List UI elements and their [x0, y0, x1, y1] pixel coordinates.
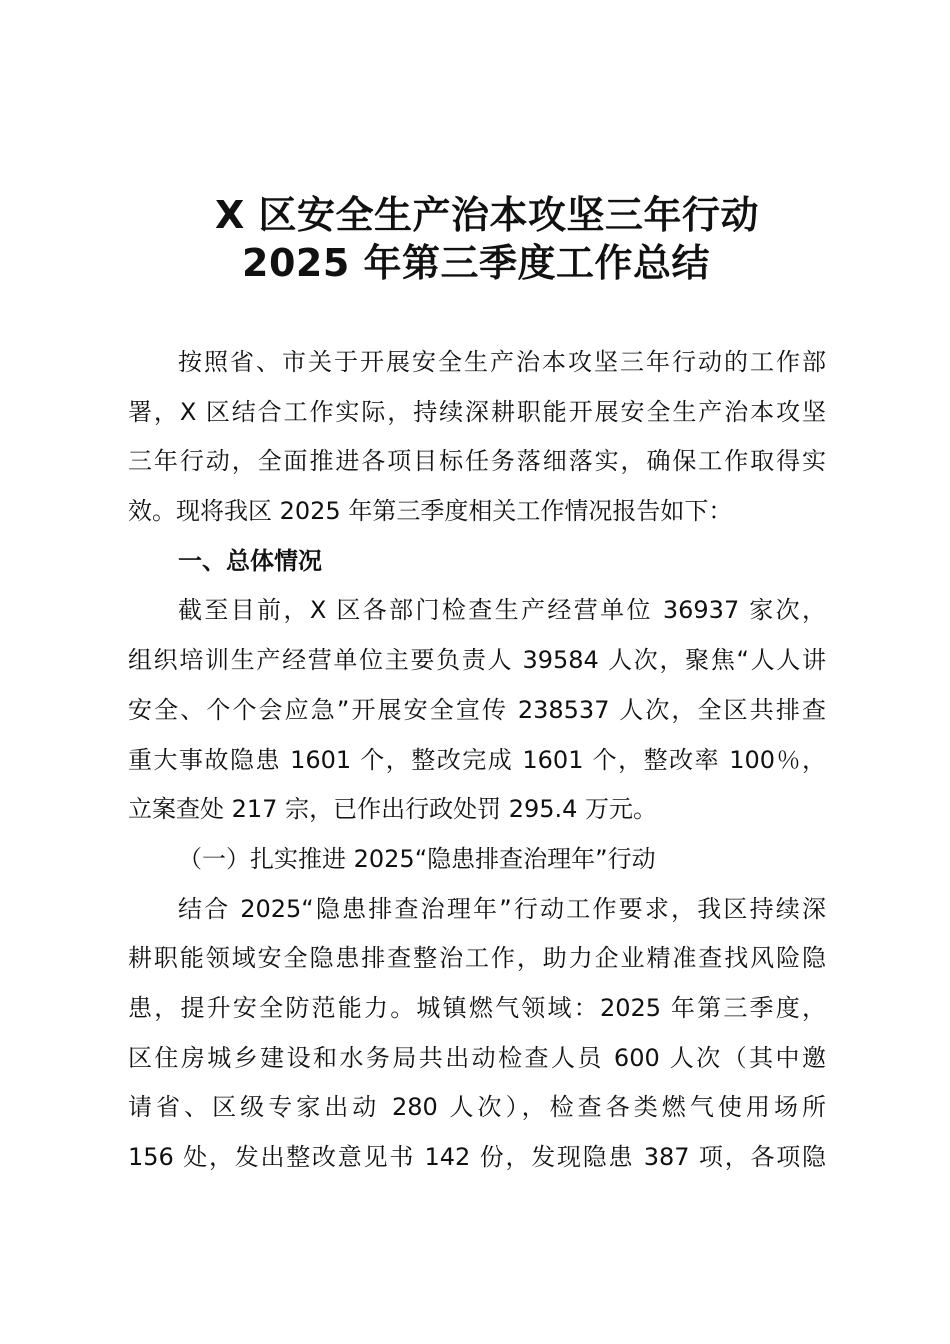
- subsection1-line: 结合 2025“隐患排查治理年”行动工作要求，我区持续深: [178, 894, 826, 923]
- subsection-heading-hazard-year: （一）扎实推进 2025“隐患排查治理年”行动: [178, 844, 656, 873]
- document-title-line-1: X 区安全生产治本攻坚三年行动: [215, 193, 760, 237]
- section1-line: 截至目前，X 区各部门检查生产经营单位 36937 家次，: [178, 596, 826, 625]
- subsection1-line: 请省、区级专家出动 280 人次），检查各类燃气使用场所: [128, 1093, 826, 1122]
- subsection1-line: 156 处，发出整改意见书 142 份，发现隐患 387 项，各项隐: [128, 1143, 826, 1171]
- section1-line: 重大事故隐患 1601 个，整改完成 1601 个，整改率 100％，: [128, 745, 826, 774]
- intro-line: 三年行动，全面推进各项目标任务落细落实，确保工作取得实: [128, 447, 826, 476]
- subsection1-line: 患，提升安全防范能力。城镇燃气领域：2025 年第三季度，: [128, 993, 826, 1022]
- intro-line: 效。现将我区 2025 年第三季度相关工作情况报告如下：: [128, 497, 733, 526]
- section1-line: 组织培训生产经营单位主要负责人 39584 人次，聚焦“人人讲: [128, 646, 826, 675]
- intro-line: 署，X 区结合工作实际，持续深耕职能开展安全生产治本攻坚: [128, 397, 826, 426]
- intro-line: 按照省、市关于开展安全生产治本攻坚三年行动的工作部: [178, 348, 826, 376]
- subsection1-line: 区住房城乡建设和水务局共出动检查人员 600 人次（其中邀: [128, 1043, 826, 1072]
- document-title-line-2: 2025 年第三季度工作总结: [242, 241, 710, 285]
- section-heading-overall: 一、总体情况: [178, 546, 322, 575]
- document-body: [128, 338, 826, 1183]
- section1-line: 立案查处 217 宗，已作出行政处罚 295.4 万元。: [128, 795, 658, 824]
- subsection1-line: 耕职能领域安全隐患排查整治工作，助力企业精准查找风险隐: [128, 944, 826, 973]
- section1-line: 安全、个个会应急”开展安全宣传 238537 人次，全区共排查: [128, 695, 826, 724]
